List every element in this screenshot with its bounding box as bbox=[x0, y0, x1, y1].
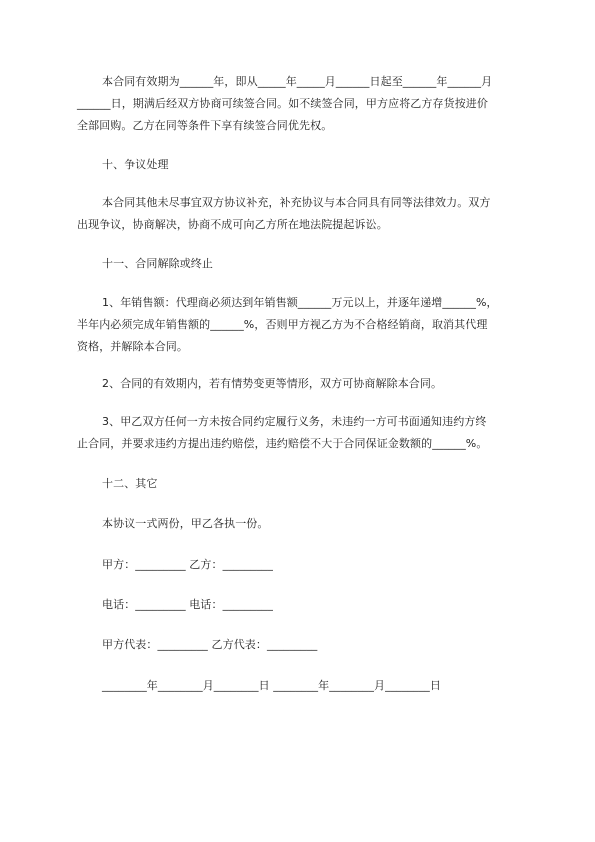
termination-3-line-1: 3、甲乙双方任何一方未按合同约定履行义务，未违约一方可书面通知违约方终 bbox=[102, 415, 487, 428]
signature-dates: ________年________月________日 ________年________月________日 bbox=[102, 679, 441, 692]
signature-parties: 甲方：_________ 乙方：_________ bbox=[102, 558, 273, 571]
term-line-3: 全部回购。乙方在同等条件下享有续签合同优先权。 bbox=[77, 119, 333, 132]
dispute-line-1: 本合同其他未尽事宜双方协议补充，补充协议与本合同具有同等法律效力。双方 bbox=[102, 196, 491, 209]
termination-3-line-2: 止合同，并要求违约方提出违约赔偿，违约赔偿不大于合同保证金数额的______%。 bbox=[77, 437, 488, 450]
term-line-1: 本合同有效期为______年，即从_____年_____月______日起至______年______月 bbox=[102, 75, 493, 88]
dispute-heading: 十、争议处理 bbox=[102, 158, 169, 171]
termination-heading: 十一、合同解除或终止 bbox=[102, 257, 213, 270]
signature-representatives: 甲方代表：_________ 乙方代表：_________ bbox=[102, 638, 318, 651]
dispute-line-2: 出现争议，协商解决，协商不成可向乙方所在地法院提起诉讼。 bbox=[77, 218, 388, 231]
termination-1-line-3: 资格，并解除本合同。 bbox=[77, 340, 188, 353]
term-line-2: ______日，期满后经双方协商可续签合同。如不续签合同，甲方应将乙方存货按进价 bbox=[77, 97, 488, 110]
other-heading: 十二、其它 bbox=[102, 477, 158, 490]
termination-1-line-1: 1、年销售额：代理商必须达到年销售额______万元以上，并逐年递增______%， bbox=[102, 296, 498, 309]
termination-1-line-2: 半年内必须完成年销售额的______%，否则甲方视乙方为不合格经销商，取消其代理 bbox=[77, 318, 488, 331]
other-line: 本协议一式两份，甲乙各执一份。 bbox=[102, 517, 269, 530]
signature-phones: 电话：_________ 电话：_________ bbox=[102, 598, 273, 611]
termination-2-line: 2、合同的有效期内，若有情势变更等情形，双方可协商解除本合同。 bbox=[102, 377, 443, 390]
